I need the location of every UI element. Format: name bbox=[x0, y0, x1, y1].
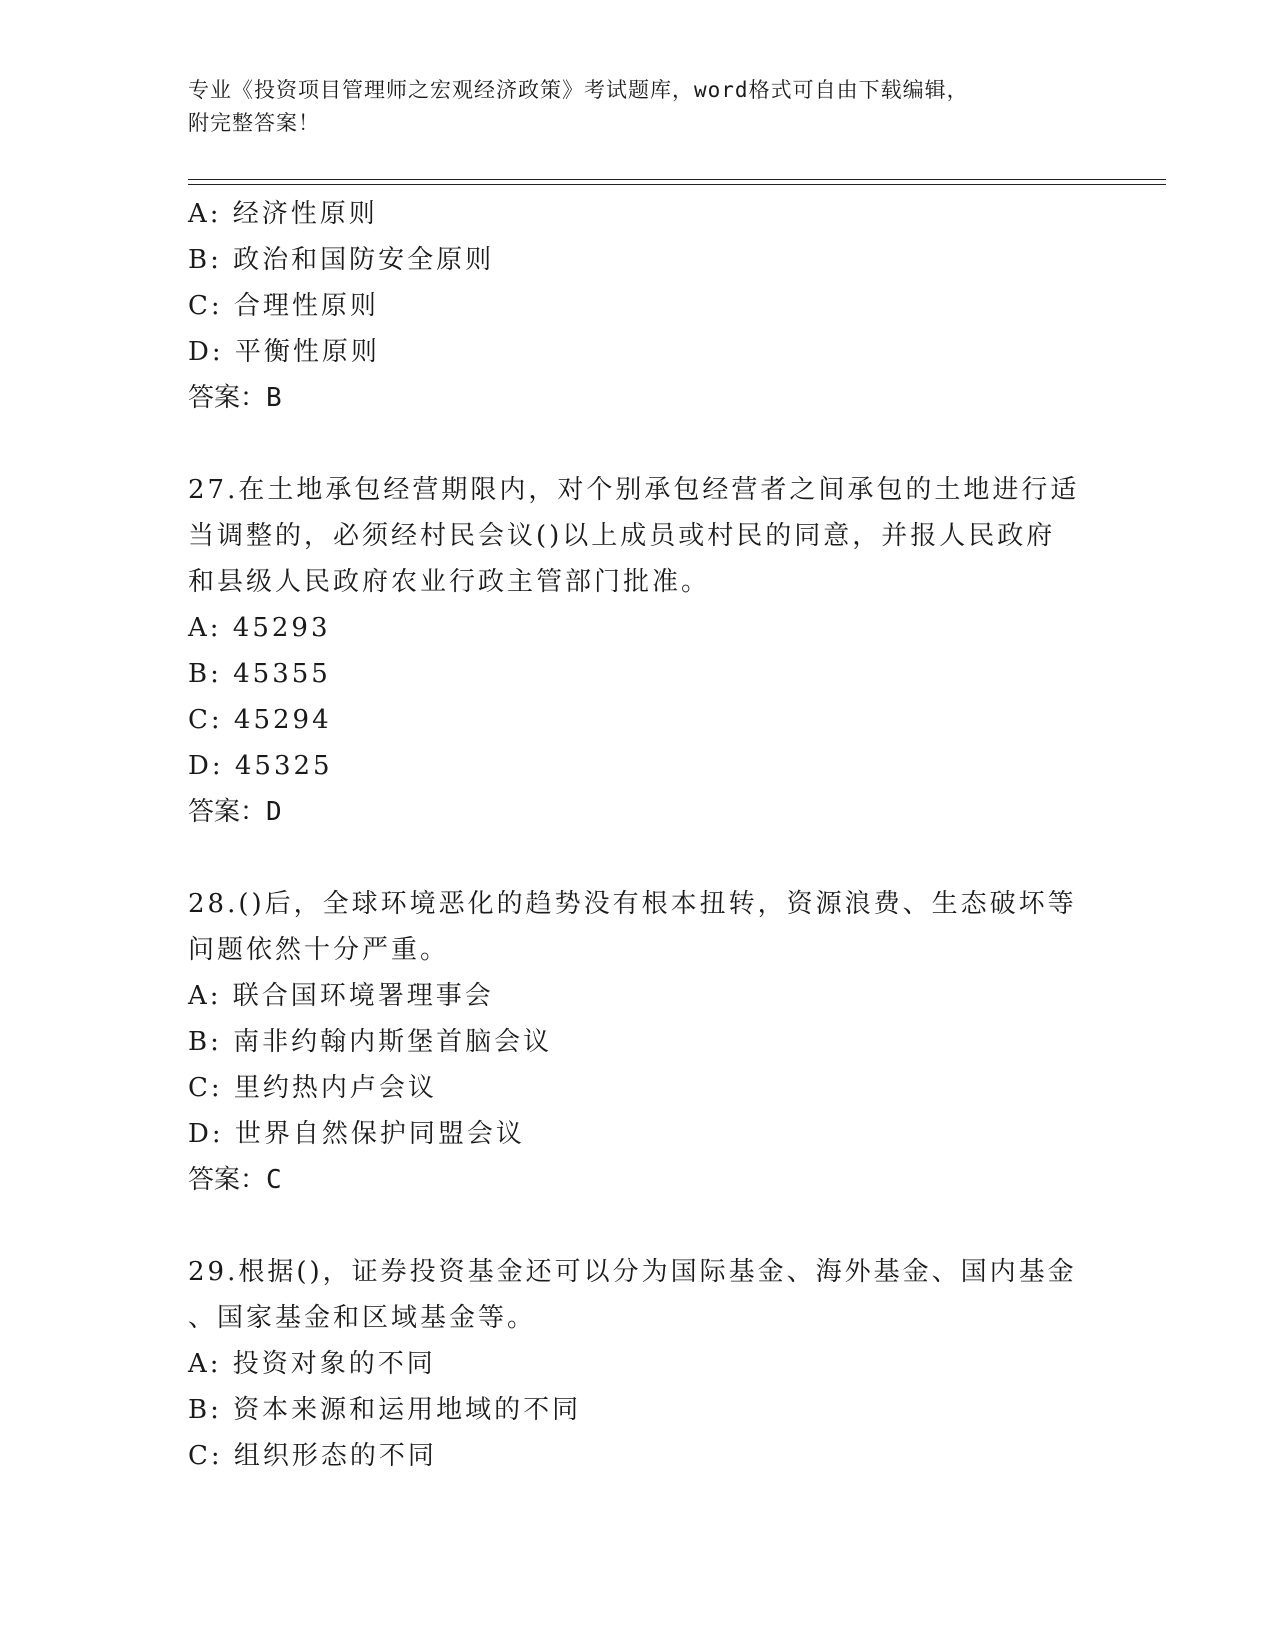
option-b: B: 政治和国防安全原则 bbox=[188, 245, 495, 275]
header-line-2: 附完整答案！ bbox=[188, 111, 320, 135]
option-b: B: 资本来源和运用地域的不同 bbox=[188, 1395, 582, 1425]
question-text-line: 、国家基金和区域基金等。 bbox=[188, 1303, 537, 1333]
question-text-line: 当调整的，必须经村民会议()以上成员或村民的同意，并报人民政府 bbox=[188, 521, 1056, 551]
spacer bbox=[188, 421, 1088, 467]
option-b: B: 45355 bbox=[188, 659, 331, 689]
option-b: B: 南非约翰内斯堡首脑会议 bbox=[188, 1027, 553, 1057]
option-a: A: 联合国环境署理事会 bbox=[188, 981, 494, 1011]
question-26-block bbox=[188, 191, 1088, 421]
option-d: D: 平衡性原则 bbox=[188, 337, 380, 367]
document-header bbox=[188, 74, 1068, 140]
option-c: C: 里约热内卢会议 bbox=[188, 1073, 437, 1103]
answer-line: 答案：C bbox=[188, 1165, 282, 1195]
option-d: D: 45325 bbox=[188, 751, 333, 781]
spacer bbox=[188, 835, 1088, 881]
question-text-line: 29.根据()，证券投资基金还可以分为国际基金、海外基金、国内基金 bbox=[188, 1257, 1077, 1287]
option-a: A: 45293 bbox=[188, 613, 331, 643]
question-27-block bbox=[188, 467, 1088, 835]
question-content bbox=[188, 191, 1088, 1479]
question-text-line: 27.在土地承包经营期限内，对个别承包经营者之间承包的土地进行适 bbox=[188, 475, 1080, 505]
option-c: C: 组织形态的不同 bbox=[188, 1441, 437, 1471]
question-text-line: 问题依然十分严重。 bbox=[188, 935, 450, 965]
header-divider-top bbox=[188, 179, 1166, 180]
question-28-block bbox=[188, 881, 1088, 1203]
question-text-line: 和县级人民政府农业行政主管部门批准。 bbox=[188, 567, 711, 597]
header-divider-bottom bbox=[188, 184, 1166, 185]
question-text-line: 28.()后，全球环境恶化的趋势没有根本扭转，资源浪费、生态破坏等 bbox=[188, 889, 1077, 919]
option-d: D: 世界自然保护同盟会议 bbox=[188, 1119, 525, 1149]
option-a: A: 经济性原则 bbox=[188, 199, 378, 229]
option-c: C: 45294 bbox=[188, 705, 332, 735]
answer-line: 答案：B bbox=[188, 383, 282, 413]
question-29-block bbox=[188, 1249, 1088, 1479]
answer-line: 答案：D bbox=[188, 797, 282, 827]
spacer bbox=[188, 1203, 1088, 1249]
option-a: A: 投资对象的不同 bbox=[188, 1349, 436, 1379]
header-line-1: 专业《投资项目管理师之宏观经济政策》考试题库，word格式可自由下载编辑， bbox=[188, 78, 969, 102]
option-c: C: 合理性原则 bbox=[188, 291, 379, 321]
